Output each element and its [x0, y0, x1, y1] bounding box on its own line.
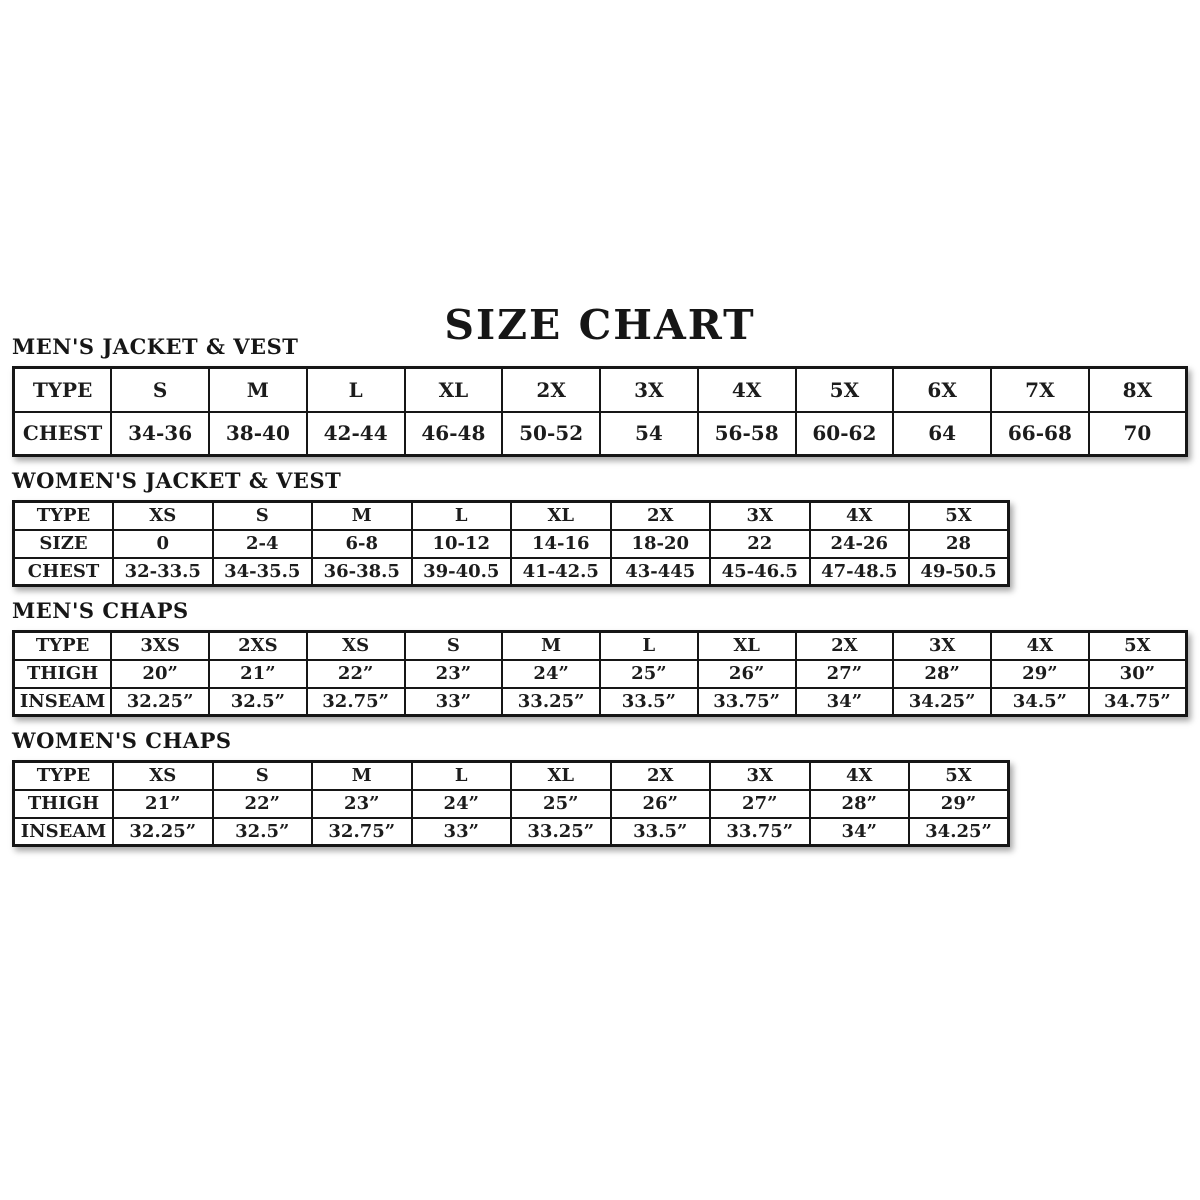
value-cell: 70	[1089, 412, 1187, 456]
value-cell: 8X	[1089, 368, 1187, 412]
value-cell: 34-36	[111, 412, 209, 456]
value-cell: 34-35.5	[213, 558, 313, 586]
row-header-cell: THIGH	[14, 790, 114, 818]
value-cell: 34.25”	[893, 688, 991, 716]
value-cell: 45-46.5	[710, 558, 810, 586]
value-cell: L	[412, 762, 512, 790]
value-cell: 33”	[405, 688, 503, 716]
value-cell: 41-42.5	[511, 558, 611, 586]
value-cell: 22	[710, 530, 810, 558]
size-chart-content	[12, 336, 1188, 847]
value-cell: 32.75”	[312, 818, 412, 846]
value-cell: 2X	[502, 368, 600, 412]
value-cell: 4X	[810, 502, 910, 530]
value-cell: 4X	[810, 762, 910, 790]
value-cell: XS	[113, 502, 213, 530]
value-cell: 22”	[213, 790, 313, 818]
section-title-womens-chaps: WOMEN'S CHAPS	[12, 728, 232, 753]
value-cell: S	[213, 502, 313, 530]
value-cell: 32.25”	[111, 688, 209, 716]
table-row	[14, 762, 1009, 790]
value-cell: XS	[307, 632, 405, 660]
value-cell: 34.25”	[909, 818, 1009, 846]
value-cell: XL	[698, 632, 796, 660]
value-cell: 42-44	[307, 412, 405, 456]
value-cell: 29”	[991, 660, 1089, 688]
value-cell: M	[502, 632, 600, 660]
value-cell: 14-16	[511, 530, 611, 558]
value-cell: 33.25”	[502, 688, 600, 716]
row-header-cell: TYPE	[14, 632, 112, 660]
value-cell: 21”	[209, 660, 307, 688]
value-cell: XL	[405, 368, 503, 412]
size-table-womens-chaps	[12, 760, 1010, 847]
page-title: SIZE CHART	[444, 301, 756, 349]
value-cell: 36-38.5	[312, 558, 412, 586]
value-cell: 24”	[502, 660, 600, 688]
value-cell: 5X	[909, 762, 1009, 790]
value-cell: 33.25”	[511, 818, 611, 846]
value-cell: 33.75”	[698, 688, 796, 716]
table-row	[14, 412, 1187, 456]
value-cell: 25”	[511, 790, 611, 818]
row-header-cell: INSEAM	[14, 818, 114, 846]
section-title-womens-jacket-vest: WOMEN'S JACKET & VEST	[12, 468, 342, 493]
value-cell: 2X	[611, 762, 711, 790]
section-mens-jacket-vest	[12, 336, 1188, 457]
value-cell: 32.5”	[213, 818, 313, 846]
row-header-cell: SIZE	[14, 530, 114, 558]
row-header-cell: CHEST	[14, 558, 114, 586]
value-cell: 26”	[611, 790, 711, 818]
value-cell: M	[209, 368, 307, 412]
value-cell: 20”	[111, 660, 209, 688]
value-cell: 34.5”	[991, 688, 1089, 716]
table-row	[14, 530, 1009, 558]
value-cell: 34”	[810, 818, 910, 846]
value-cell: 43-445	[611, 558, 711, 586]
value-cell: 23”	[312, 790, 412, 818]
table-row	[14, 632, 1187, 660]
value-cell: 32.75”	[307, 688, 405, 716]
value-cell: S	[111, 368, 209, 412]
size-table-mens-chaps	[12, 630, 1188, 717]
value-cell: 33.5”	[611, 818, 711, 846]
value-cell: L	[307, 368, 405, 412]
value-cell: 54	[600, 412, 698, 456]
value-cell: 49-50.5	[909, 558, 1009, 586]
value-cell: 64	[893, 412, 991, 456]
value-cell: 3X	[710, 762, 810, 790]
value-cell: 32.5”	[209, 688, 307, 716]
value-cell: 38-40	[209, 412, 307, 456]
row-header-cell: CHEST	[14, 412, 112, 456]
value-cell: 27”	[796, 660, 894, 688]
value-cell: XL	[511, 762, 611, 790]
value-cell: 4X	[698, 368, 796, 412]
value-cell: 2X	[796, 632, 894, 660]
value-cell: 66-68	[991, 412, 1089, 456]
value-cell: 3X	[710, 502, 810, 530]
value-cell: 24”	[412, 790, 512, 818]
table-row	[14, 558, 1009, 586]
value-cell: XL	[511, 502, 611, 530]
value-cell: L	[600, 632, 698, 660]
value-cell: 28”	[893, 660, 991, 688]
value-cell: 60-62	[796, 412, 894, 456]
section-mens-chaps	[12, 600, 1188, 717]
value-cell: 46-48	[405, 412, 503, 456]
value-cell: 33.5”	[600, 688, 698, 716]
value-cell: 18-20	[611, 530, 711, 558]
row-header-cell: INSEAM	[14, 688, 112, 716]
value-cell: S	[405, 632, 503, 660]
size-table-mens-jacket-vest	[12, 366, 1188, 457]
table-row	[14, 368, 1187, 412]
row-header-cell: TYPE	[14, 368, 112, 412]
table-row	[14, 660, 1187, 688]
value-cell: 56-58	[698, 412, 796, 456]
row-header-cell: TYPE	[14, 762, 114, 790]
size-table-womens-jacket-vest	[12, 500, 1010, 587]
value-cell: 6-8	[312, 530, 412, 558]
section-womens-jacket-vest	[12, 470, 1188, 587]
value-cell: 2XS	[209, 632, 307, 660]
value-cell: 39-40.5	[412, 558, 512, 586]
value-cell: 3X	[893, 632, 991, 660]
value-cell: 50-52	[502, 412, 600, 456]
value-cell: 5X	[909, 502, 1009, 530]
value-cell: 33”	[412, 818, 512, 846]
value-cell: 10-12	[412, 530, 512, 558]
table-row	[14, 790, 1009, 818]
value-cell: 22”	[307, 660, 405, 688]
value-cell: M	[312, 502, 412, 530]
value-cell: 3XS	[111, 632, 209, 660]
value-cell: 28”	[810, 790, 910, 818]
value-cell: XS	[113, 762, 213, 790]
value-cell: 32-33.5	[113, 558, 213, 586]
value-cell: 34.75”	[1089, 688, 1187, 716]
value-cell: 26”	[698, 660, 796, 688]
value-cell: 32.25”	[113, 818, 213, 846]
value-cell: 2X	[611, 502, 711, 530]
table-row	[14, 818, 1009, 846]
section-title-mens-chaps: MEN'S CHAPS	[12, 598, 189, 623]
value-cell: 29”	[909, 790, 1009, 818]
row-header-cell: TYPE	[14, 502, 114, 530]
value-cell: 5X	[796, 368, 894, 412]
value-cell: S	[213, 762, 313, 790]
value-cell: 7X	[991, 368, 1089, 412]
value-cell: 21”	[113, 790, 213, 818]
value-cell: 28	[909, 530, 1009, 558]
value-cell: 23”	[405, 660, 503, 688]
value-cell: 30”	[1089, 660, 1187, 688]
value-cell: 47-48.5	[810, 558, 910, 586]
value-cell: 6X	[893, 368, 991, 412]
table-row	[14, 502, 1009, 530]
value-cell: L	[412, 502, 512, 530]
row-header-cell: THIGH	[14, 660, 112, 688]
table-row	[14, 688, 1187, 716]
value-cell: 3X	[600, 368, 698, 412]
value-cell: 34”	[796, 688, 894, 716]
value-cell: 4X	[991, 632, 1089, 660]
value-cell: 25”	[600, 660, 698, 688]
value-cell: 27”	[710, 790, 810, 818]
value-cell: 24-26	[810, 530, 910, 558]
value-cell: 2-4	[213, 530, 313, 558]
value-cell: 5X	[1089, 632, 1187, 660]
value-cell: 33.75”	[710, 818, 810, 846]
value-cell: M	[312, 762, 412, 790]
value-cell: 0	[113, 530, 213, 558]
section-title-mens-jacket-vest: MEN'S JACKET & VEST	[12, 334, 299, 359]
section-womens-chaps	[12, 730, 1188, 847]
